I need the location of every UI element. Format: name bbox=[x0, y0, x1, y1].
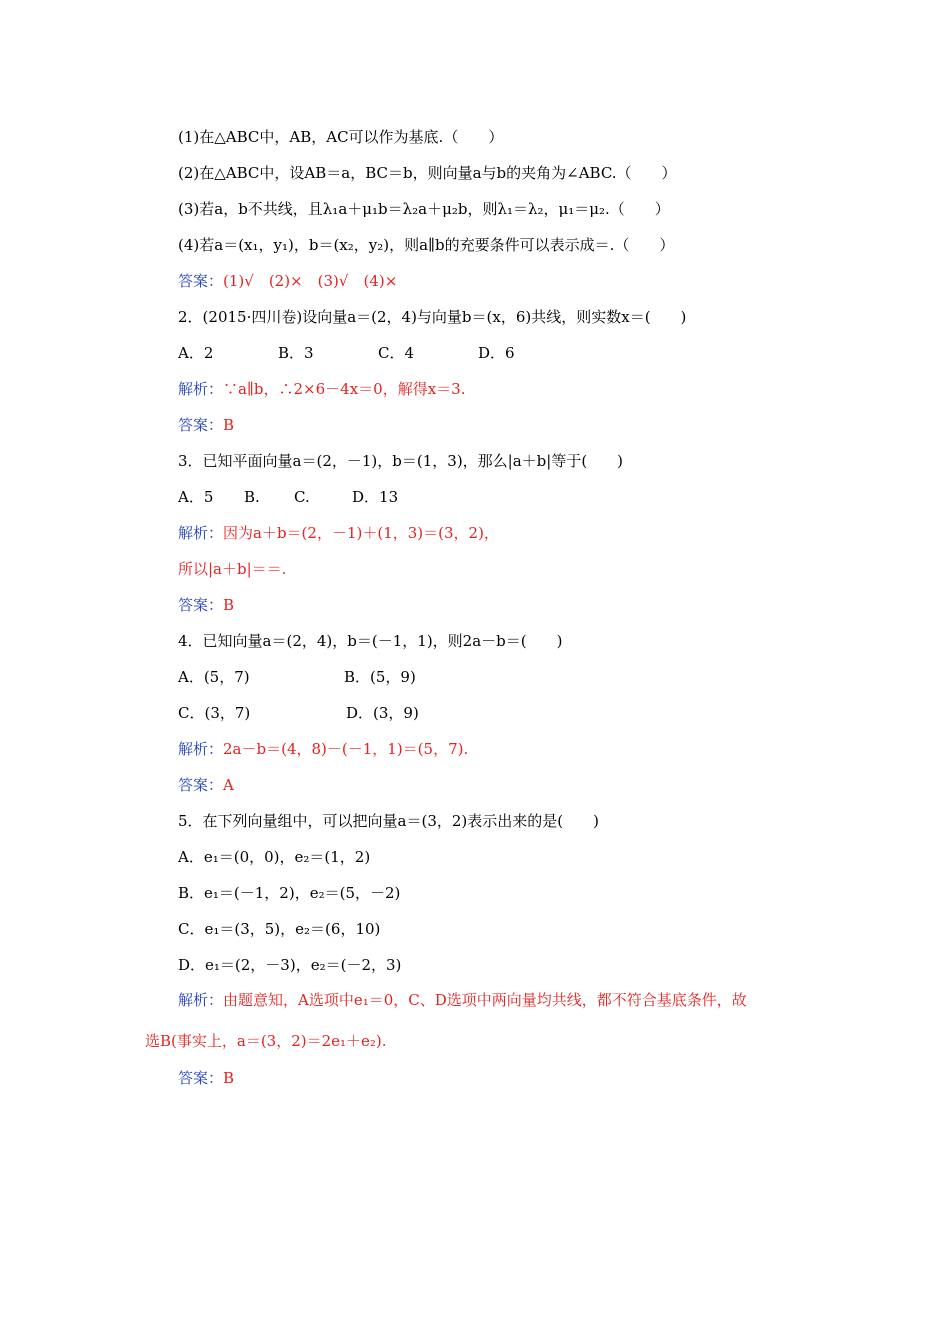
q3-analysis-line-2: 所以|a＋b|＝＝. bbox=[178, 560, 287, 578]
answer-label: 答案： bbox=[178, 272, 224, 290]
q4-answer-line bbox=[178, 775, 234, 795]
q3-option-c: C. bbox=[294, 488, 310, 506]
q3-option-d: D．13 bbox=[352, 488, 399, 506]
q4-analysis-line bbox=[178, 739, 468, 759]
analysis-label: 解析： bbox=[178, 524, 224, 542]
q4-stem: 4．已知向量a＝(2，4)，b＝(－1，1)，则2a－b＝( ) bbox=[178, 632, 563, 650]
q2-options bbox=[178, 343, 515, 363]
q2-answer-line bbox=[178, 415, 234, 435]
q4-options-row-1 bbox=[178, 667, 416, 687]
answer-value: A bbox=[223, 776, 234, 794]
q4-options-row-2 bbox=[178, 703, 419, 723]
analysis-text: ∵a∥b，∴2×6－4x＝0，解得x＝3. bbox=[223, 380, 466, 398]
q1-answer-line bbox=[178, 271, 397, 291]
answer-label: 答案： bbox=[178, 416, 224, 434]
q1-item-3: (3)若a，b不共线，且λ₁a＋μ₁b＝λ₂a＋μ₂b，则λ₁＝λ₂，μ₁＝μ₂.（ ） bbox=[178, 200, 670, 218]
q3-option-a: A．5 bbox=[178, 488, 214, 506]
q1-item-2: (2)在△ABC中，设AB＝a，BC＝b，则向量a与b的夹角为∠ABC.（ ） bbox=[178, 164, 677, 182]
answer-label: 答案： bbox=[178, 776, 224, 794]
q5-stem: 5．在下列向量组中，可以把向量a＝(3，2)表示出来的是( ) bbox=[178, 812, 599, 830]
q5-analysis-line bbox=[178, 990, 747, 1010]
answer-label: 答案： bbox=[178, 1069, 224, 1087]
q2-option-a: A．2 bbox=[178, 344, 214, 362]
q2-stem: 2．(2015·四川卷)设向量a＝(2，4)与向量b＝(x，6)共线，则实数x＝( ) bbox=[178, 308, 687, 326]
q5-option-d: D．e₁＝(2，－3)，e₂＝(－2，3) bbox=[178, 956, 402, 974]
q4-option-c: C．(3，7) bbox=[178, 704, 251, 722]
q3-analysis-line bbox=[178, 523, 499, 543]
q1-item-1: (1)在△ABC中，AB，AC可以作为基底.（ ） bbox=[178, 128, 504, 146]
analysis-text: 因为a＋b＝(2，－1)＋(1，3)＝(3，2)， bbox=[223, 524, 499, 542]
q4-option-b: B．(5，9) bbox=[344, 668, 416, 686]
q2-analysis-line bbox=[178, 379, 465, 399]
analysis-label: 解析： bbox=[178, 740, 224, 758]
q2-option-b: B．3 bbox=[278, 344, 314, 362]
q3-options bbox=[178, 487, 398, 507]
answer-value: B bbox=[223, 1069, 235, 1087]
q3-answer-line bbox=[178, 595, 234, 615]
q4-option-a: A．(5，7) bbox=[178, 668, 250, 686]
q4-option-d: D．(3，9) bbox=[346, 704, 419, 722]
q2-option-d: D．6 bbox=[478, 344, 515, 362]
q5-answer-line bbox=[178, 1068, 234, 1088]
q5-option-b: B．e₁＝(－1，2)，e₂＝(5，－2) bbox=[178, 884, 401, 902]
analysis-text: 由题意知，A选项中e₁＝0，C、D选项中两向量均共线，都不符合基底条件，故 bbox=[223, 991, 747, 1009]
q2-option-c: C．4 bbox=[378, 344, 415, 362]
answer-value: B bbox=[223, 416, 235, 434]
analysis-label: 解析： bbox=[178, 991, 224, 1009]
q3-stem: 3．已知平面向量a＝(2，－1)，b＝(1，3)，那么|a＋b|等于( ) bbox=[178, 452, 624, 470]
answer-label: 答案： bbox=[178, 596, 224, 614]
q1-item-4: (4)若a＝(x₁，y₁)，b＝(x₂，y₂)，则a∥b的充要条件可以表示成＝.（ ） bbox=[178, 236, 675, 254]
answer-value: B bbox=[223, 596, 235, 614]
q5-option-a: A．e₁＝(0，0)，e₂＝(1，2) bbox=[178, 848, 371, 866]
answer-value: (1)√ (2)× (3)√ (4)× bbox=[223, 272, 398, 290]
q5-analysis-line-2: 选B(事实上，a＝(3，2)＝2e₁＋e₂). bbox=[145, 1032, 387, 1050]
analysis-label: 解析： bbox=[178, 380, 224, 398]
q3-option-b: B. bbox=[244, 488, 260, 506]
analysis-text: 2a－b＝(4，8)－(－1，1)＝(5，7). bbox=[223, 740, 469, 758]
q5-option-c: C．e₁＝(3，5)，e₂＝(6，10) bbox=[178, 920, 381, 938]
